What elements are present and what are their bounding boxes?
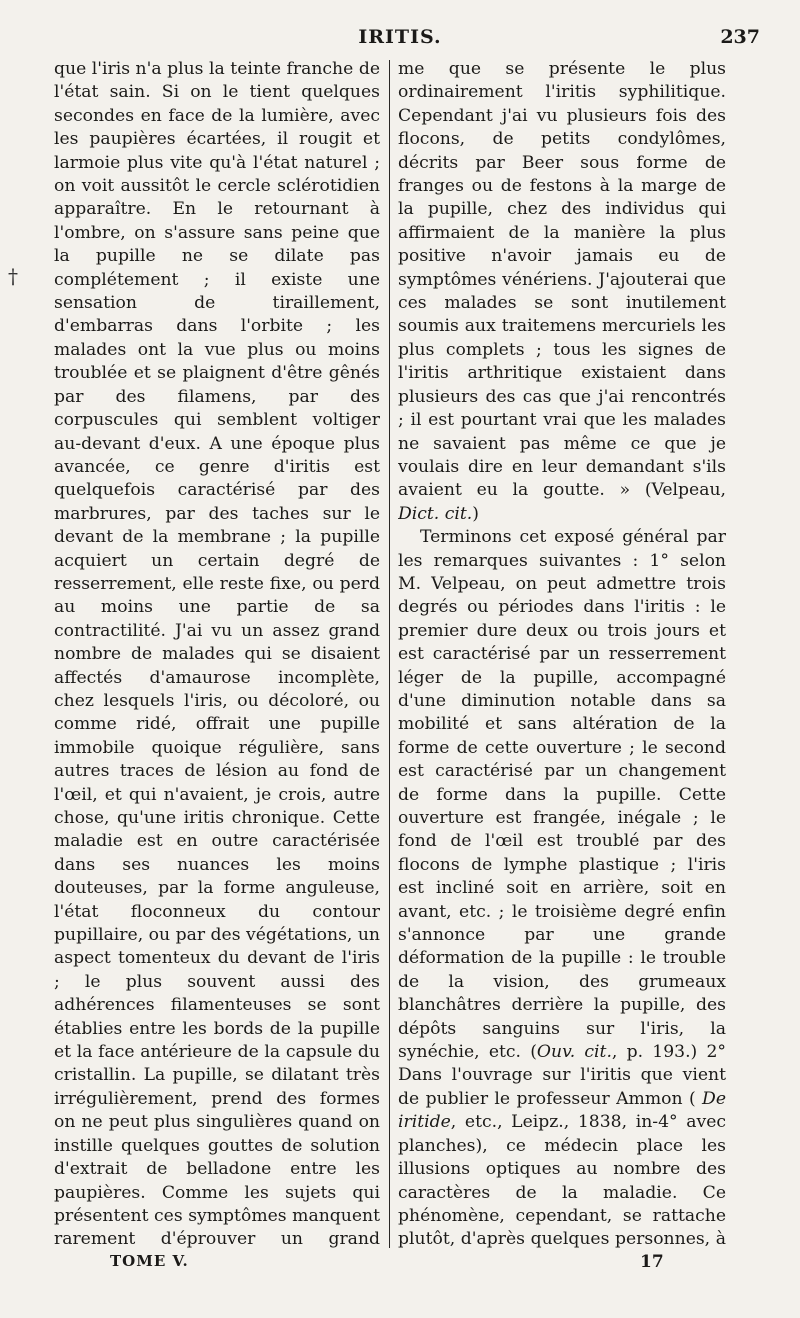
right-p2-citation-1: Ouv. cit. — [536, 1042, 612, 1063]
column-divider — [389, 60, 390, 1248]
left-column — [54, 58, 380, 1248]
page-footer — [0, 1252, 800, 1282]
left-paragraph-1 — [54, 58, 380, 1248]
right-p1-citation: Dict. cit. — [398, 503, 473, 524]
volume-signature: TOME V. — [110, 1252, 189, 1270]
right-paragraph-2 — [398, 526, 726, 1248]
right-p2-citation-2: De iritide — [398, 1088, 726, 1133]
right-p2-text-b: , p. 193.) 2° Dans l'ouvrage sur l'iritis que vient de publier le professeur Ammon ( — [398, 1042, 726, 1109]
margin-dagger-mark: † — [8, 264, 18, 288]
right-column — [398, 58, 726, 1248]
left-p1-text-a: que l'iris n'a plus la teinte franche de l'état sain. Si on le tient quelques secondes en face de la lumière, avec les paupières écartées, il rougit et larmoie plus vite qu'à l'état naturel ; on voit aussitôt le cercle sclérotidien apparaître. En le retournant à l'ombre, on s'assure sans peine que la pupille ne se dilate pas complétement ; il existe une sensation de tiraillement, d'embarras dans l'orbite ; les malades ont la vue plus ou moins troublée et se plaignent d'être gênés par des filamens, par des corpuscules qui semblent voltiger au-devant d'eux. A une époque plus avancée, ce genre d'iritis est quelquefois caractérisé par des marbrures, par des taches sur le devant de la membrane ; la pupille acquiert un certain degré de resserrement, elle reste fixe, ou perd au moins une partie de sa contractilité. J'ai vu un assez grand nombre de malades qui se disaient affectés d'amaurose incomplète, chez lesquels l'iris, ou décoloré, ou comme ridé, offrait une pupille immobile quoique régulière, sans autres traces de lésion au fond de l'œil, et qui n'avaient, je crois, autre chose, qu'une iritis chronique. Cette maladie est en outre caractérisée dans ses nuances les moins douteuses, par la forme anguleuse, l'état floconneux du contour pupillaire, ou par des végétations, un aspect tomenteux du devant de l'iris ; le plus souvent aussi des adhérences filamenteuses se sont établies entre les bords de la pupille et la face antérieure de la capsule du cristallin. La pupille, se dilatant très irrégulièrement, prend des formes on ne peut plus singulières quand on instille quelques gouttes de solution d'extrait de belladone entre les paupières. Comme les sujets qui présentent ces symptômes manquent rarement d'éprouver un grand — [54, 59, 380, 1248]
right-p1-text-a: me que se présente le plus ordinairement l'iritis syphilitique. Cependant j'ai vu plusieurs fois des flocons, de petits condylômes, décrits par Beer sous forme de franges ou de festons à la marge de la pupille, chez des individus qui affirmaient de la manière la plus positive n'avoir jamais eu de symptômes vénériens. J'ajouterai que ces malades se sont inutilement soumis aux traitemens mercuriels les plus complets ; tous les signes de l'iritis arthritique existaient dans plusieurs des cas que j'ai rencontrés ; il est pourtant vrai que les malades ne savaient pas même ce que je voulais dire en leur demandant s'ils avaient eu la goutte. » (Velpeau, — [398, 59, 726, 501]
page-number: 237 — [720, 26, 760, 48]
running-head: IRITIS. — [358, 26, 442, 48]
right-p1-text-b: ) — [472, 503, 479, 524]
sheet-number: 17 — [640, 1252, 664, 1272]
right-paragraph-1 — [398, 58, 726, 526]
right-p2-text-a: Terminons cet exposé général par les remarques suivantes : 1° selon M. Velpeau, on peut admettre trois degrés ou périodes dans l'iritis : le premier dure deux ou trois jours et est caractérisé par un resserrement léger de la pupille, accompagné d'une diminution notable dans sa mobilité et sans altération de la forme de cette ouverture ; le second est caractérisé par un changement de forme dans la pupille. Cette ouverture est frangée, inégale ; le fond de l'œil est troublé par des flocons de lymphe plastique ; l'iris est incliné soit en arrière, soit en avant, etc. ; le troisième degré enfin s'annonce par une grande déformation de la pupille : le trouble de la vision, des grumeaux blanchâtres derrière la pupille, des dépôts sanguins sur l'iris, la synéchie, etc. ( — [398, 527, 726, 1063]
page-header — [0, 26, 800, 56]
right-p2-text-c: , etc., Leipz., 1838, in-4° avec planches), ce médecin place les illusions optiques au nombre des caractères de la maladie. Ce phénomène, cependant, se rattache plutôt, d'après quelques personnes, à — [398, 1112, 726, 1248]
